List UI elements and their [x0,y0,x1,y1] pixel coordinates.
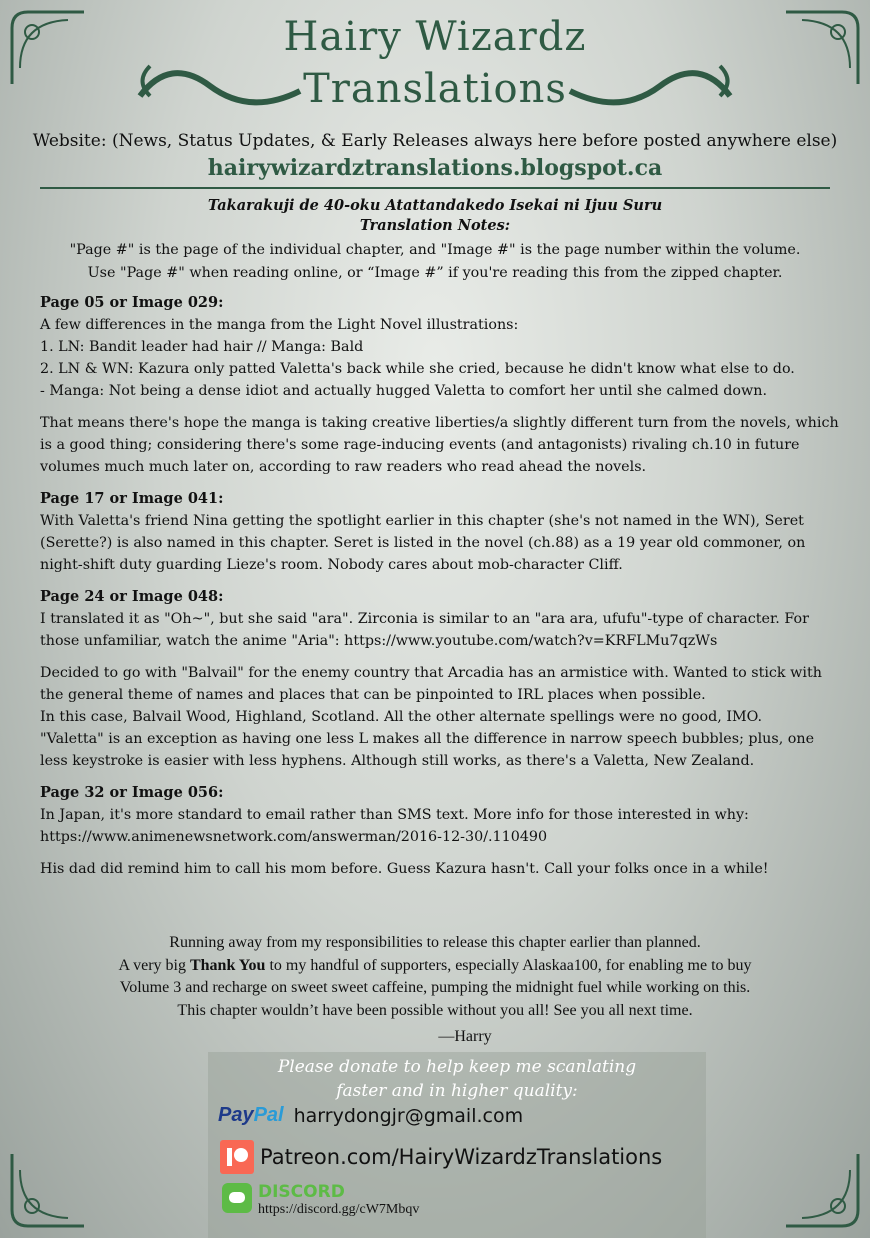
logo-title-line1: Hairy Wizardz [283,14,587,60]
closing-line: Volume 3 and recharge on sweet sweet caffeine, pumping the midnight fuel while working on this. [119,979,751,996]
intro-line: Use "Page #" when reading online, or “Image #” if you're reading this from the zipped chapter. [87,265,783,281]
paypal-icon: PayPal [218,1104,284,1126]
discord-link[interactable] [222,1183,419,1219]
closing-text: A very big [118,956,190,974]
donate-line: Please donate to help keep me scanlating [277,1057,637,1077]
notes-content [40,292,840,880]
corner-ornament-bottom-right [782,1150,862,1230]
note-paragraph: I translated it as "Oh~", but she said "ara". Zirconia is similar to an "ara ara, ufufu"-type of character. For those unfamiliar, watch the anime "Aria": https://www.youtube.com/watch?v=KRFLMu7qzWs [40,611,809,649]
notes-title: Translation Notes: [359,217,511,234]
series-title: Takarakuji de 40-oku Atattandakedo Isekai ni Ijuu Suru [207,197,663,214]
paypal-link[interactable] [218,1104,523,1127]
signature: —Harry [438,1028,492,1045]
patreon-link[interactable] [220,1140,662,1174]
corner-ornament-bottom-left [8,1150,88,1230]
donate-line: faster and in higher quality: [336,1081,578,1101]
donate-message [208,1055,706,1103]
note-paragraph: That means there's hope the manga is taking creative liberties/a slightly different turn from the novels, which is a good thing; considering there's some rage-inducing events (and antagonists) rivaling ch.10 in future volumes much much later on, according to raw readers who read ahead the novels. [40,415,839,475]
patreon-url[interactable]: Patreon.com/HairyWizardzTranslations [260,1145,663,1169]
discord-label: DISCORD [258,1182,345,1202]
note-paragraph: With Valetta's friend Nina getting the spotlight earlier in this chapter (she's not named in the WN), Seret (Serette?) is also named in this chapter. Seret is listed in the novel (ch.88) as a 19 year old commoner, on night-shift duty guarding Lieze's room. Nobody cares about mob-character Cliff. [40,513,806,573]
note-paragraph: Decided to go with "Balvail" for the enemy country that Arcadia has an armistice with. Wanted to stick with the general theme of names and places that can be pinpointed to IRL places when possible. [40,665,822,703]
note-line: A few differences in the manga from the Light Novel illustrations: [40,317,519,333]
note-paragraph: In Japan, it's more standard to email rather than SMS text. More info for those interested in why: [40,807,749,823]
paypal-email[interactable]: harrydongjr@gmail.com [293,1104,524,1127]
discord-icon [222,1183,252,1213]
closing-text: to my handful of supporters, especially Alaskaa100, for enabling me to buy [265,956,752,974]
website-description: Website: (News, Status Updates, & Early Releases always here before posted anywhere else) [32,131,838,151]
section-heading: Page 32 or Image 056: [40,784,224,801]
note-paragraph: In this case, Balvail Wood, Highland, Scotland. All the other alternate spellings were no good, IMO. [40,709,763,725]
closing-message [20,932,850,1022]
closing-line [20,955,850,978]
intro [30,239,840,285]
note-paragraph: His dad did remind him to call his mom before. Guess Kazura hasn't. Call your folks once in a while! [40,861,769,877]
divider [40,187,830,189]
section-heading: Page 24 or Image 048: [40,588,224,605]
section-heading: Page 05 or Image 029: [40,294,224,311]
note-line: 1. LN: Bandit leader had hair // Manga: Bald [40,339,364,355]
note-line: - Manga: Not being a dense idiot and actually hugged Valetta to comfort her until she calmed down. [40,383,768,399]
note-line: 2. LN & WN: Kazura only patted Valetta's back while she cried, because he didn't know what else to do. [40,361,795,377]
closing-line: Running away from my responsibilities to release this chapter earlier than planned. [169,934,701,951]
website-link[interactable]: hairywizardztranslations.blogspot.ca [207,155,663,181]
note-paragraph: "Valetta" is an exception as having one less L makes all the difference in narrow speech bubbles; plus, one less keystroke is easier with less hyphens. Although still works, as there's a Valetta, New Zealand. [40,731,815,769]
patreon-icon [220,1140,254,1174]
thank-you-text: Thank You [189,956,266,974]
closing-line: This chapter wouldn’t have been possible without you all! See you all next time. [177,1001,693,1019]
discord-url[interactable]: https://discord.gg/cW7Mbqv [258,1202,420,1217]
note-link[interactable]: https://www.animenewsnetwork.com/answerman/2016-12-30/.110490 [40,829,548,845]
intro-line: "Page #" is the page of the individual chapter, and "Image #" is the page number within the volume. [69,242,801,258]
section-heading: Page 17 or Image 041: [40,490,224,507]
logo-title-line2: Translations [303,66,567,112]
